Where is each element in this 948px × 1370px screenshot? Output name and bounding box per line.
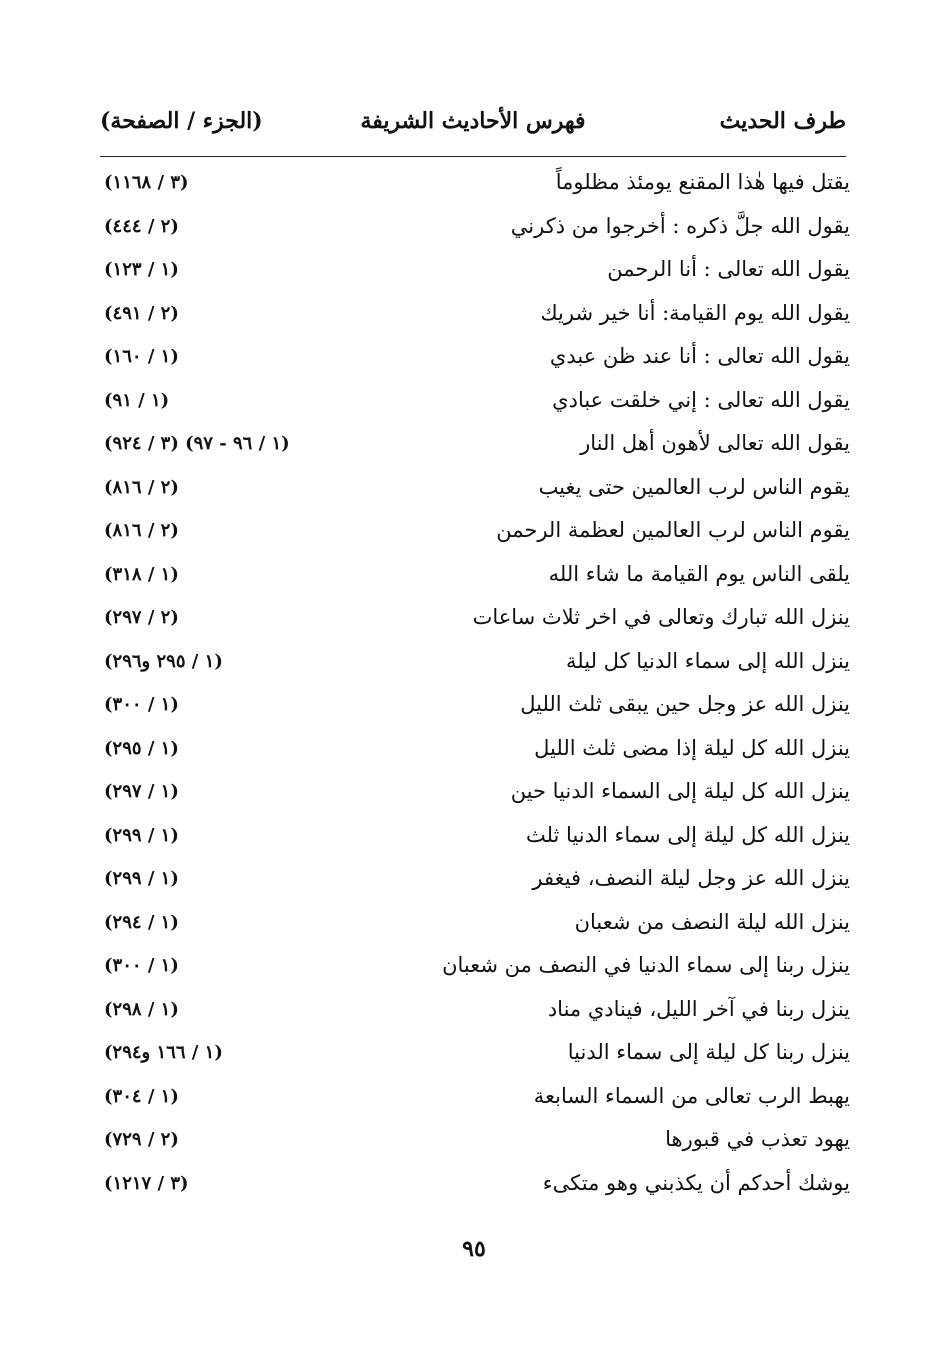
page-number: ٩٥ <box>462 1236 486 1262</box>
index-row <box>100 906 850 950</box>
hadith-text: ينزل الله تبارك وتعالى في اخر ثلاث ساعات <box>472 605 850 629</box>
volume-page-reference: (١ / ٣٠٠) <box>104 694 179 715</box>
hadith-text: يقوم الناس لرب العالمين لعظمة الرحمن <box>496 518 850 542</box>
header-reference-column-title: (الجزء / الصفحة) <box>100 108 263 134</box>
index-row <box>100 210 850 254</box>
hadith-text: ينزل ربنا كل ليلة إلى سماء الدنيا <box>567 1040 850 1064</box>
volume-page-reference: (٢ / ٨١٦) <box>104 476 179 498</box>
volume-page-reference: (٢ / ٢٩٧) <box>104 607 179 628</box>
hadith-text: يقتل فيها هٰذا المقنع يومئذ مظلوماً <box>555 170 850 194</box>
index-row <box>100 558 850 602</box>
volume-page-reference: (٣ / ١٢١٧) <box>104 1172 189 1194</box>
hadith-text: يقوم الناس لرب العالمين حتى يغيب <box>538 474 850 499</box>
hadith-text: يهود تعذب في قبورها <box>665 1127 850 1151</box>
index-row <box>100 688 850 732</box>
hadith-text: يقول الله تعالى : أنا الرحمن <box>607 257 850 281</box>
hadith-text: ينزل ربنا في آخر الليل، فينادي مناد <box>547 996 850 1021</box>
hadith-text: ينزل الله كل ليلة إذا مضى ثلث الليل <box>534 735 850 760</box>
hadith-index-list <box>100 166 850 1210</box>
hadith-text: يقول الله تعالى : أنا عند ظن عبدي <box>549 344 850 368</box>
volume-page-reference: (١ / ٢٩٩) <box>104 868 179 889</box>
volume-page-reference: (١ / ١٦٦ و٢٩٤) <box>104 1042 223 1063</box>
index-row <box>100 819 850 863</box>
index-row <box>100 514 850 558</box>
index-row <box>100 427 850 471</box>
volume-page-reference: (١ / ١٢٣) <box>104 259 179 280</box>
header-index-title: فهرس الأحاديث الشريفة <box>360 108 586 134</box>
index-row <box>100 862 850 906</box>
hadith-text: يقول الله جلَّ ذكره : أخرجوا من ذكرني <box>510 213 850 238</box>
volume-page-reference: (١ / ٣٠٤) <box>104 1085 179 1107</box>
volume-page-reference: (٢ / ٤٩١) <box>104 302 179 324</box>
index-row <box>100 1080 850 1124</box>
header-hadith-column-title: طرف الحديث <box>719 108 846 134</box>
hadith-text: ينزل الله عز وجل حين يبقى ثلث الليل <box>520 692 850 716</box>
hadith-text: يوشك أحدكم أن يكذبني وهو متكىء <box>542 1170 850 1195</box>
index-row <box>100 253 850 297</box>
volume-page-reference: (١ / ١٦٠) <box>104 346 179 367</box>
volume-page-reference: (١ / ٢٩٧) <box>104 781 179 802</box>
volume-page-reference: (١ / ٢٩٩) <box>104 824 179 846</box>
volume-page-reference: (٢ / ٨١٦) <box>104 520 179 541</box>
index-row <box>100 775 850 819</box>
index-row <box>100 993 850 1037</box>
header-divider <box>100 156 846 157</box>
hadith-text: ينزل الله إلى سماء الدنيا كل ليلة <box>566 648 850 673</box>
index-row <box>100 297 850 341</box>
hadith-text: ينزل الله كل ليلة إلى سماء الدنيا ثلث <box>525 822 850 847</box>
hadith-text: ينزل الله عز وجل ليلة النصف، فيغفر <box>532 866 850 890</box>
index-row <box>100 471 850 515</box>
volume-page-reference: (١ / ٣١٨) <box>104 563 179 585</box>
volume-page-reference: (١ / ٩٦ - ٩٧) (٣ / ٩٢٤) <box>104 433 290 454</box>
volume-page-reference: (١ / ٢٩٥ و٢٩٦) <box>104 650 223 672</box>
index-row <box>100 1123 850 1167</box>
hadith-text: يقول الله تعالى : إني خلقت عبادي <box>552 387 850 412</box>
hadith-text: يقول الله تعالى لأهون أهل النار <box>580 431 850 455</box>
hadith-text: ينزل الله ليلة النصف من شعبان <box>574 909 850 934</box>
volume-page-reference: (٢ / ٤٤٤) <box>104 215 179 237</box>
hadith-text: ينزل ربنا إلى سماء الدنيا في النصف من شعبان <box>442 953 850 977</box>
index-row <box>100 949 850 993</box>
hadith-text: يلقى الناس يوم القيامة ما شاء الله <box>548 561 850 586</box>
page-header <box>100 108 846 148</box>
hadith-text: يقول الله يوم القيامة: أنا خير شريك <box>540 300 850 325</box>
index-row <box>100 340 850 384</box>
volume-page-reference: (١ / ٣٠٠) <box>104 955 179 976</box>
volume-page-reference: (١ / ٢٩٨) <box>104 998 179 1020</box>
index-row <box>100 601 850 645</box>
index-row <box>100 732 850 776</box>
volume-page-reference: (١ / ٩١) <box>104 389 170 411</box>
volume-page-reference: (٣ / ١١٦٨) <box>104 172 189 193</box>
volume-page-reference: (١ / ٢٩٤) <box>104 911 179 933</box>
index-row <box>100 1036 850 1080</box>
index-row <box>100 166 850 210</box>
hadith-text: ينزل الله كل ليلة إلى السماء الدنيا حين <box>510 779 850 803</box>
index-row <box>100 1167 850 1211</box>
hadith-text: يهبط الرب تعالى من السماء السابعة <box>533 1083 850 1108</box>
index-row <box>100 384 850 428</box>
volume-page-reference: (٢ / ٧٢٩) <box>104 1129 179 1150</box>
index-row <box>100 645 850 689</box>
volume-page-reference: (١ / ٢٩٥) <box>104 737 179 759</box>
